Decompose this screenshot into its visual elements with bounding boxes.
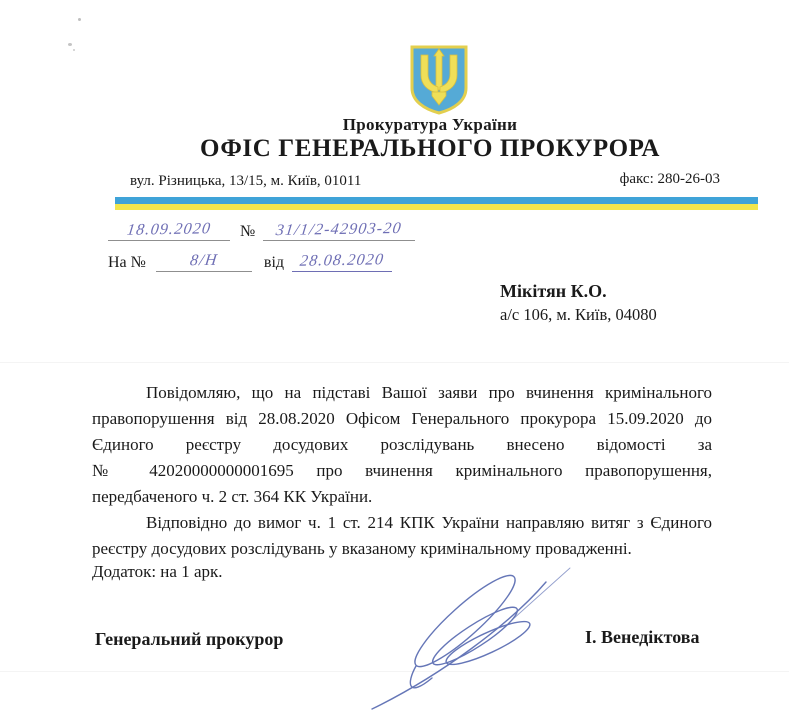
from-label: від	[263, 254, 285, 271]
incoming-date-handwritten: 28.08.2020	[298, 251, 386, 270]
incoming-number-handwritten: 8/Н	[189, 251, 219, 270]
outgoing-date-handwritten: 18.09.2020	[125, 220, 213, 239]
recipient-name: Мікітян К.О.	[500, 281, 607, 301]
signer-name: І. Венедіктова	[585, 627, 700, 647]
body-line: передбаченого ч. 2 ст. 364 КК України.	[92, 487, 373, 506]
scan-speck	[68, 43, 72, 46]
reference-line-incoming	[108, 252, 392, 272]
handwritten-signature	[360, 546, 610, 721]
body-line: правопорушення від 28.08.2020 Офісом Генерального прокурора 15.09.2020 до	[92, 409, 712, 428]
paragraph-1	[92, 380, 712, 510]
org-name-small: Прокуратура України	[342, 115, 518, 134]
ukraine-trident-emblem-icon	[408, 44, 470, 116]
flag-stripe	[115, 197, 758, 210]
reference-line-outgoing	[108, 221, 415, 241]
letter-body	[92, 380, 712, 562]
org-name-large: ОФІС ГЕНЕРАЛЬНОГО ПРОКУРОРА	[200, 135, 660, 162]
flag-stripe-yellow	[115, 204, 758, 210]
reply-prefix-label: На №	[108, 254, 146, 271]
body-line: Повідомляю, що на підставі Вашої заяви про вчинення кримінального	[146, 383, 712, 402]
recipient-block	[500, 280, 657, 326]
recipient-address: а/с 106, м. Київ, 04080	[500, 305, 657, 324]
number-symbol: №	[240, 223, 256, 240]
body-line: Єдиного реєстру досудових розслідувань внесено відомості за	[92, 435, 712, 454]
flag-stripe-blue	[115, 197, 758, 204]
org-address: вул. Різницька, 13/15, м. Київ, 01011	[130, 173, 362, 189]
attachment-note: Додаток: на 1 арк.	[92, 562, 223, 581]
body-line: № 42020000000001695 про вчинення кримінального правопорушення,	[92, 461, 712, 480]
signer-title: Генеральний прокурор	[95, 629, 284, 649]
body-line: Відповідно до вимог ч. 1 ст. 214 КПК України направляю витяг з Єдиного	[146, 513, 712, 532]
scan-speck	[78, 18, 81, 21]
org-fax: факс: 280-26-03	[619, 171, 720, 187]
body-line: реєстру досудових розслідувань у вказаному кримінальному провадженні.	[92, 539, 632, 558]
scan-speck	[73, 49, 75, 51]
scan-noise-line	[0, 362, 789, 363]
outgoing-number-handwritten: 31/1/2-42903-20	[275, 219, 404, 240]
